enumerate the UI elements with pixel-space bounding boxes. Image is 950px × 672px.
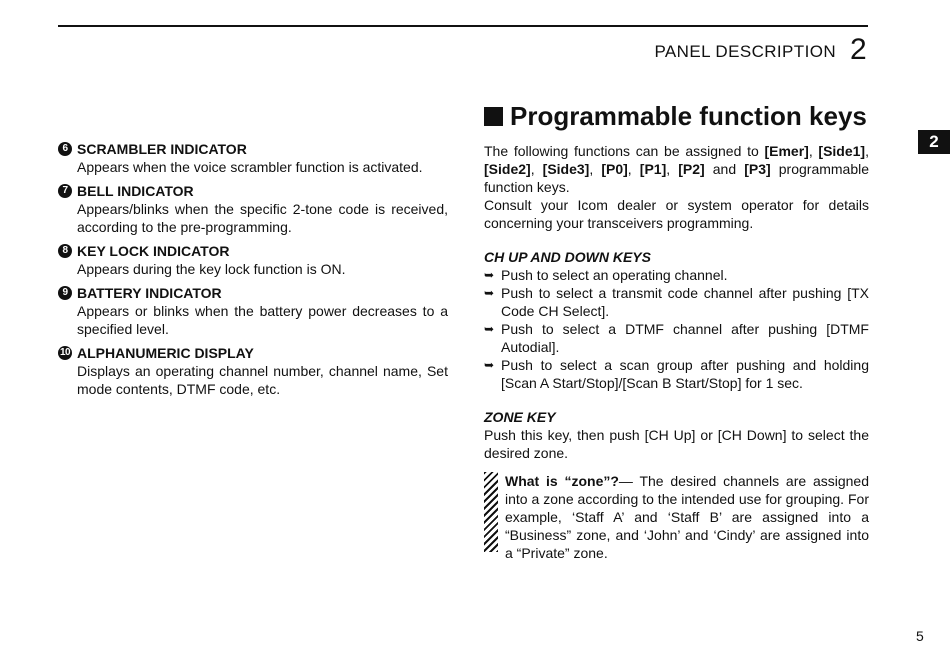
header-rule xyxy=(58,25,868,27)
list-item: ➥ Push to select a DTMF channel after pushing [DTMF Autodial]. xyxy=(484,321,869,355)
list-item: ➥ Push to select a scan group after pushing and holding [Scan A Start/Stop]/[Scan B Start/Stop] for 1 sec. xyxy=(484,357,869,391)
item-body: Appears/blinks when the specific 2-tone code is received, according to the pre-programming. xyxy=(77,201,448,235)
zone-key-body: Push this key, then push [CH Up] or [CH Down] to select the desired zone. xyxy=(484,427,869,461)
arrow-bullet-icon: ➥ xyxy=(484,322,495,336)
intro-paragraph: The following functions can be assigned to [Emer], [Side1], [Side2], [Side3], [P0], [P1], [P2] and [P3] programmable function keys. xyxy=(484,143,870,195)
item-number-badge: 8 xyxy=(58,244,72,258)
section-title: Programmable function keys xyxy=(484,100,869,132)
item-number-badge: 9 xyxy=(58,286,72,300)
arrow-bullet-icon: ➥ xyxy=(484,286,495,300)
note-hatch-icon xyxy=(484,472,498,552)
item-title: BELL INDICATOR xyxy=(77,183,194,199)
item-number-badge: 6 xyxy=(58,142,72,156)
list-item xyxy=(58,344,448,398)
function-keys-section xyxy=(484,100,869,562)
page-number: 5 xyxy=(916,628,924,644)
consult-paragraph: Consult your Icom dealer or system operator for details concerning your transceivers programming. xyxy=(484,197,869,231)
list-item: ➥ Push to select an operating channel. xyxy=(484,267,728,283)
square-bullet-icon xyxy=(484,107,503,126)
item-number-badge: 7 xyxy=(58,184,72,198)
item-title: ALPHANUMERIC DISPLAY xyxy=(77,345,254,361)
item-body: Appears or blinks when the battery power decreases to a specified level. xyxy=(77,303,448,337)
chapter-number: 2 xyxy=(850,33,867,66)
note-text: — The desired channels are assigned into a zone according to the intended use for grouping. For example, ‘Staff A’ and ‘Staff B’ are assigned into a “Business” zone, and ‘John’ and ‘Cindy’ are assigned into a “Private” zone. xyxy=(505,473,869,561)
list-item xyxy=(58,140,448,176)
header-title: PANEL DESCRIPTION xyxy=(654,42,836,61)
note-label: What is “zone”? xyxy=(505,473,619,489)
list-item xyxy=(58,242,448,278)
item-body: Appears when the voice scrambler function is activated. xyxy=(77,159,423,175)
arrow-bullet-icon: ➥ xyxy=(484,358,495,372)
list-item xyxy=(58,182,448,236)
list-item: ➥ Push to select a transmit code channel after pushing [TX Code CH Select]. xyxy=(484,285,869,319)
indicator-list xyxy=(58,140,448,404)
item-body: Appears during the key lock function is ON. xyxy=(77,261,346,277)
chapter-tab: 2 xyxy=(918,130,950,154)
item-number-badge: 10 xyxy=(59,347,71,358)
item-title: KEY LOCK INDICATOR xyxy=(77,243,230,259)
ch-keys-heading: CH UP AND DOWN KEYS xyxy=(484,249,651,265)
list-item xyxy=(58,284,448,338)
item-body: Displays an operating channel number, channel name, Set mode contents, DTMF code, etc. xyxy=(77,363,448,397)
note-box xyxy=(484,472,869,562)
zone-key-heading: ZONE KEY xyxy=(484,409,556,425)
item-title: SCRAMBLER INDICATOR xyxy=(77,141,247,157)
item-title: BATTERY INDICATOR xyxy=(77,285,222,301)
arrow-bullet-icon: ➥ xyxy=(484,268,495,282)
